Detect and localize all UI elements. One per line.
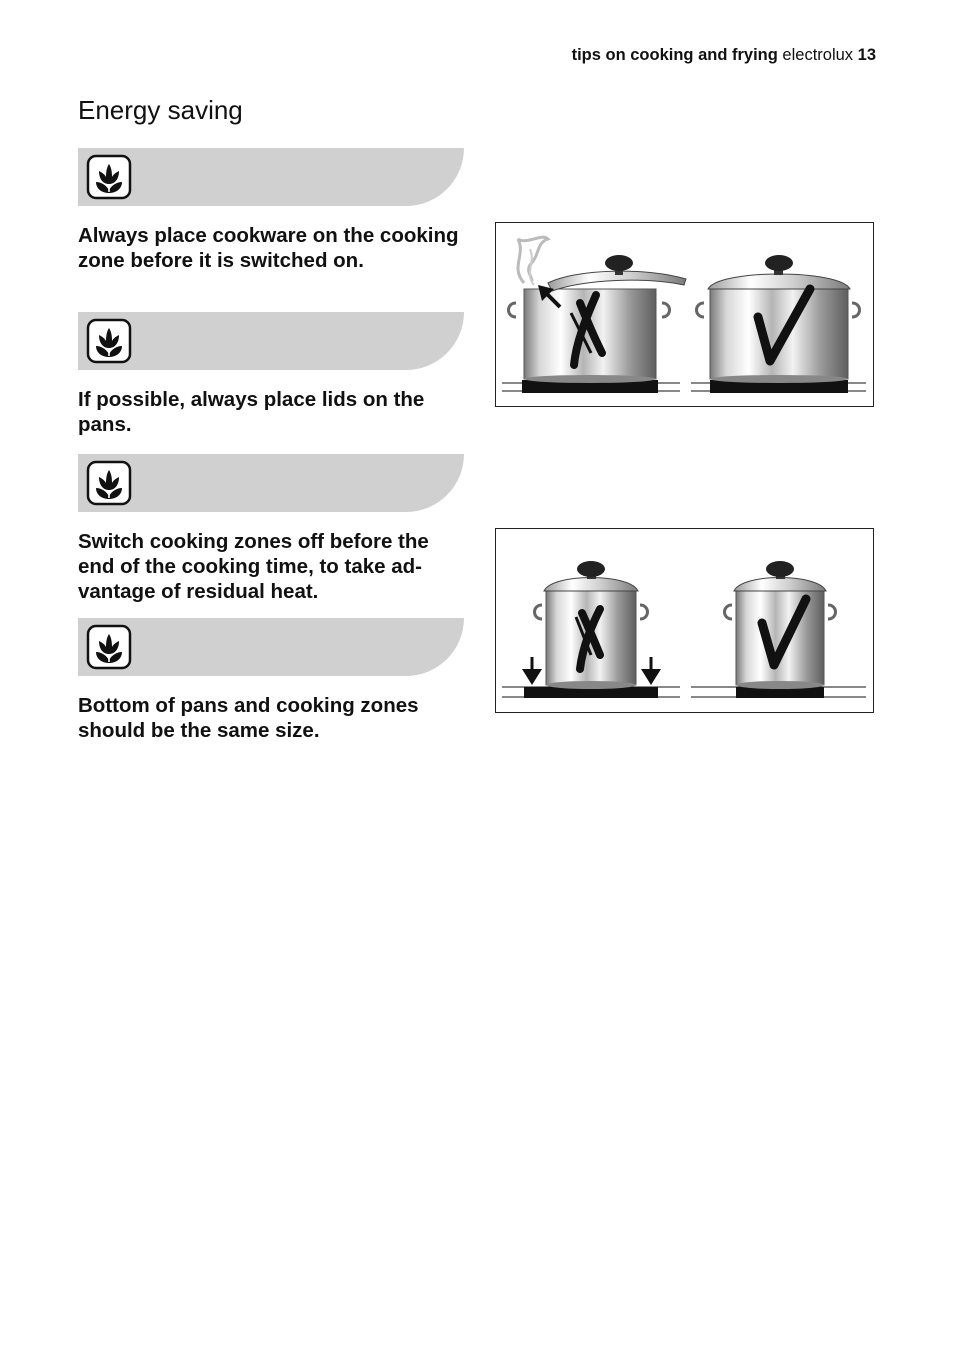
tip-text-3: Switch cooking zones off before the end of the cooking time, to take ad-vantage of residual heat.	[78, 530, 429, 603]
tip-band-3	[78, 454, 464, 512]
pot-matching-size-correct	[725, 561, 836, 689]
illustration-pan-size	[495, 528, 874, 713]
page-number: 13	[857, 46, 876, 64]
tip-text-1: Always place cookware on the cooking zone before it is switched on.	[78, 224, 459, 272]
pot-with-lid-correct	[697, 255, 860, 383]
tip-band-2	[78, 312, 464, 370]
tip-text-2: If possible, always place lids on the pans.	[78, 388, 425, 436]
page-header	[572, 46, 876, 65]
tip-band-4	[78, 618, 464, 676]
eco-flower-icon	[86, 154, 132, 200]
pot-too-small-wrong	[522, 561, 661, 689]
page-title: Energy saving	[78, 95, 243, 125]
tip-text-4: Bottom of pans and cooking zones should be the same size.	[78, 694, 419, 742]
eco-flower-icon	[86, 624, 132, 670]
illustration-lids	[495, 222, 874, 407]
eco-flower-icon	[86, 318, 132, 364]
section-name: tips on cooking and frying	[571, 46, 778, 64]
eco-flower-icon	[86, 460, 132, 506]
brand-name: electrolux	[782, 46, 854, 64]
tip-band-1	[78, 148, 464, 206]
pot-without-lid-wrong	[509, 237, 687, 383]
